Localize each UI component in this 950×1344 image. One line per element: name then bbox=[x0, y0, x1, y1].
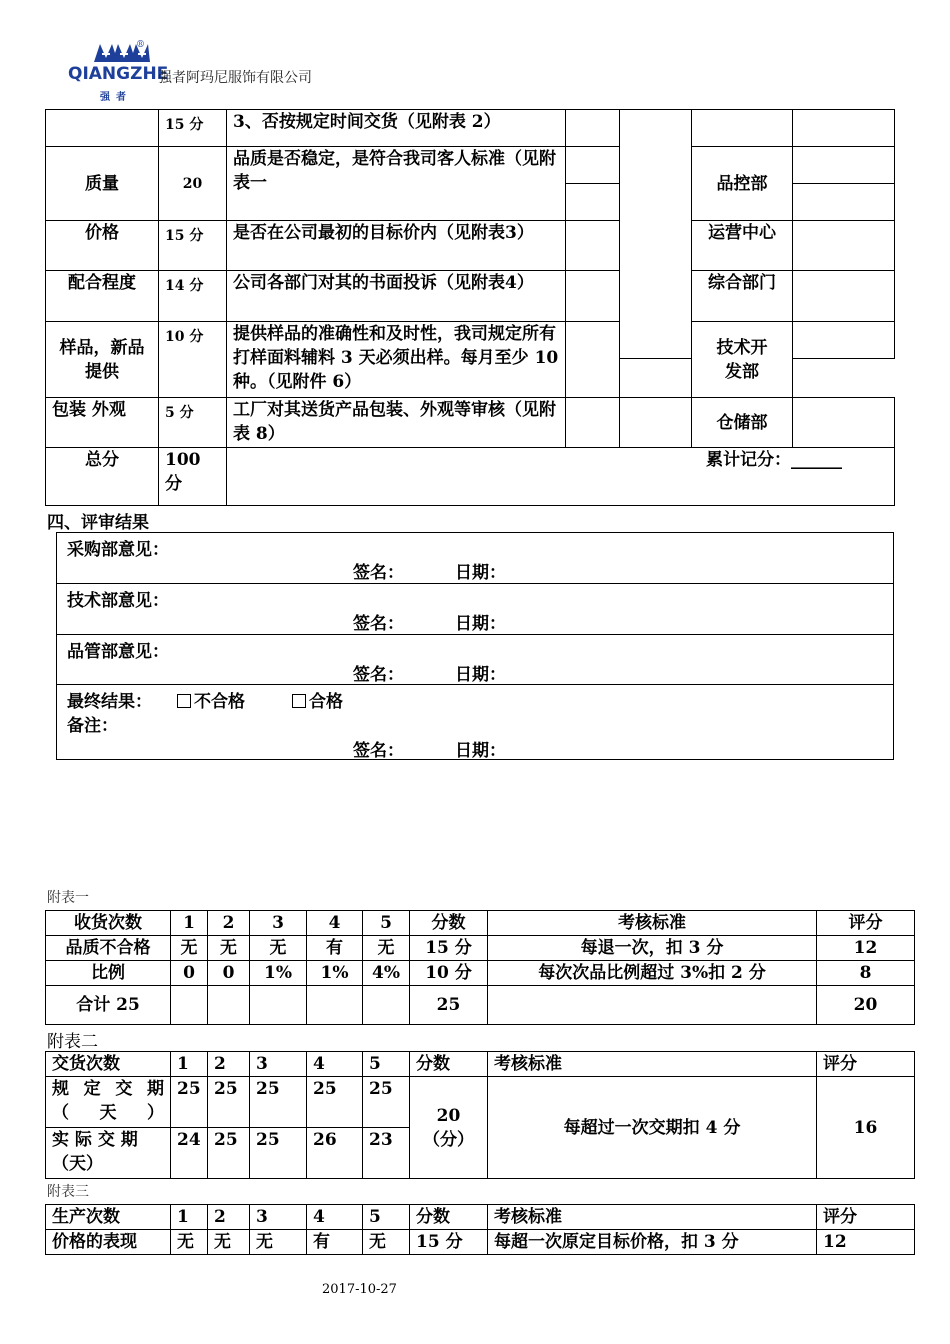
qc-opinion-row bbox=[57, 635, 893, 685]
logo-wordmark: QIANGZHE bbox=[68, 64, 169, 84]
cumulative-score-label: 累计记分：______ bbox=[706, 450, 842, 470]
appx1-cell: 1% bbox=[307, 961, 363, 986]
appx2-cell: 实 际 交 期（天） bbox=[46, 1128, 171, 1179]
appx3-cell: 无 bbox=[208, 1230, 250, 1255]
purchase-date-label[interactable]: 日期： bbox=[455, 563, 506, 583]
appx1-cell: 无 bbox=[363, 936, 410, 961]
appx1-cell bbox=[250, 986, 307, 1025]
rating-dept: 综合部门 bbox=[692, 271, 793, 322]
fail-option-label: 不合格 bbox=[194, 692, 245, 712]
fail-option[interactable] bbox=[177, 687, 245, 712]
tech-date-label[interactable]: 日期： bbox=[455, 614, 506, 634]
appx1-header: 评分 bbox=[817, 911, 915, 936]
review-section-title: 四、评审结果 bbox=[47, 513, 149, 533]
appx2-cell: 25 bbox=[307, 1077, 363, 1128]
appx2-cell: 24 bbox=[171, 1128, 208, 1179]
appx3-header: 4 bbox=[307, 1205, 363, 1230]
appx1-cell: 每退一次，扣 3 分 bbox=[488, 936, 817, 961]
appx1-cell: 品质不合格 bbox=[46, 936, 171, 961]
rating-item: 配合程度 bbox=[46, 271, 159, 322]
rating-criteria: 是否在公司最初的目标价内（见附表3） bbox=[227, 221, 566, 271]
appx1-header: 5 bbox=[363, 911, 410, 936]
appx2-header: 考核标准 bbox=[488, 1052, 817, 1077]
rating-dept: 仓储部 bbox=[692, 398, 793, 448]
appx1-cell: 8 bbox=[817, 961, 915, 986]
appx1-cell: 10 分 bbox=[410, 961, 488, 986]
rating-item: 包装 外观 bbox=[46, 398, 159, 448]
rating-item: 价格 bbox=[46, 221, 159, 271]
appx2-header: 分数 bbox=[410, 1052, 488, 1077]
rating-row bbox=[46, 147, 895, 184]
rating-criteria: 工厂对其送货产品包装、外观等审核（见附表 8） bbox=[227, 398, 566, 448]
appx2-cell: 25 bbox=[208, 1128, 250, 1179]
rating-row bbox=[46, 110, 895, 147]
appx2-cell: 25 bbox=[208, 1077, 250, 1128]
appx1-cell: 20 bbox=[817, 986, 915, 1025]
final-sign-label[interactable]: 签名： bbox=[353, 741, 404, 761]
appx2-header: 1 bbox=[171, 1052, 208, 1077]
appx1-header: 3 bbox=[250, 911, 307, 936]
appx1-cell: 1% bbox=[250, 961, 307, 986]
tech-opinion-row bbox=[57, 584, 893, 635]
appx2-header: 3 bbox=[250, 1052, 307, 1077]
appx1-cell bbox=[171, 986, 208, 1025]
appx1-cell: 合计 25 bbox=[46, 986, 171, 1025]
appx2-header: 交货次数 bbox=[46, 1052, 171, 1077]
appx1-header: 4 bbox=[307, 911, 363, 936]
appendix3-table bbox=[45, 1204, 915, 1255]
appendix1-header-row bbox=[46, 911, 915, 936]
appx2-cell: 23 bbox=[363, 1128, 410, 1179]
rating-row bbox=[46, 398, 895, 448]
appx2-header: 评分 bbox=[817, 1052, 915, 1077]
appx1-header: 分数 bbox=[410, 911, 488, 936]
appx3-cell: 无 bbox=[171, 1230, 208, 1255]
table-row bbox=[46, 986, 915, 1025]
pass-checkbox[interactable] bbox=[292, 694, 306, 708]
total-label: 总分 bbox=[46, 448, 159, 506]
appx2-header: 5 bbox=[363, 1052, 410, 1077]
appx1-cell: 0 bbox=[208, 961, 250, 986]
appendix1-table bbox=[45, 910, 915, 1025]
appx3-cell: 有 bbox=[307, 1230, 363, 1255]
rating-table bbox=[45, 109, 895, 506]
appx3-header: 评分 bbox=[817, 1205, 915, 1230]
appx2-score: 20（分） bbox=[410, 1077, 488, 1179]
rating-dept: 品控部 bbox=[692, 147, 793, 221]
qc-sign-label[interactable]: 签名： bbox=[353, 665, 404, 685]
rating-item: 样品，新品提供 bbox=[46, 322, 159, 398]
footer-date: 2017-10-27 bbox=[322, 1282, 397, 1297]
appx3-header: 1 bbox=[171, 1205, 208, 1230]
appx1-cell bbox=[307, 986, 363, 1025]
final-result-label: 最终结果： bbox=[67, 692, 152, 712]
appx1-header: 1 bbox=[171, 911, 208, 936]
appx3-header: 2 bbox=[208, 1205, 250, 1230]
appx2-cell: 25 bbox=[250, 1077, 307, 1128]
appx3-header: 生产次数 bbox=[46, 1205, 171, 1230]
rating-criteria: 公司各部门对其的书面投诉（见附表4） bbox=[227, 271, 566, 322]
appx1-cell: 比例 bbox=[46, 961, 171, 986]
appx1-cell: 有 bbox=[307, 936, 363, 961]
appx3-cell: 价格的表现 bbox=[46, 1230, 171, 1255]
appx3-header: 3 bbox=[250, 1205, 307, 1230]
appx3-cell: 每超一次原定目标价格，扣 3 分 bbox=[488, 1230, 817, 1255]
appendix2-header-row bbox=[46, 1052, 915, 1077]
rating-criteria: 3、否按规定时间交货（见附表 2） bbox=[227, 110, 566, 147]
pass-option[interactable] bbox=[292, 687, 343, 712]
appendix3-caption: 附表三 bbox=[47, 1184, 89, 1200]
rating-score: 15 分 bbox=[159, 110, 227, 147]
appx1-header: 考核标准 bbox=[488, 911, 817, 936]
appx2-cell: 规 定 交 期（天） bbox=[46, 1077, 171, 1128]
rating-score: 14 分 bbox=[159, 271, 227, 322]
qc-opinion-label: 品管部意见： bbox=[67, 642, 169, 662]
appx3-cell: 12 bbox=[817, 1230, 915, 1255]
rating-score: 20 bbox=[159, 147, 227, 221]
appx1-header: 收货次数 bbox=[46, 911, 171, 936]
appx1-cell: 12 bbox=[817, 936, 915, 961]
company-logo bbox=[68, 40, 168, 104]
rating-row bbox=[46, 322, 895, 359]
rating-row bbox=[46, 271, 895, 322]
purchase-sign-label[interactable]: 签名： bbox=[353, 563, 404, 583]
rating-dept: 技术开发部 bbox=[692, 322, 793, 398]
rating-blank-column bbox=[620, 110, 692, 359]
appx2-cell: 25 bbox=[363, 1077, 410, 1128]
appx2-cell: 25 bbox=[171, 1077, 208, 1128]
appx2-header: 4 bbox=[307, 1052, 363, 1077]
final-result-row bbox=[57, 685, 893, 761]
tech-opinion-label: 技术部意见： bbox=[67, 591, 169, 611]
company-name: 强者阿玛尼服饰有限公司 bbox=[158, 70, 312, 86]
rating-item bbox=[46, 110, 159, 147]
appx2-cell: 25 bbox=[250, 1128, 307, 1179]
rating-score: 15 分 bbox=[159, 221, 227, 271]
purchase-opinion-label: 采购部意见： bbox=[67, 540, 169, 560]
appx3-header: 分数 bbox=[410, 1205, 488, 1230]
total-score: 100 分 bbox=[159, 448, 227, 506]
appx3-cell: 无 bbox=[250, 1230, 307, 1255]
rating-total-row bbox=[46, 448, 895, 506]
appx1-cell bbox=[488, 986, 817, 1025]
appx1-cell bbox=[363, 986, 410, 1025]
appx1-cell: 无 bbox=[208, 936, 250, 961]
appx1-cell: 4% bbox=[363, 961, 410, 986]
rating-score: 10 分 bbox=[159, 322, 227, 398]
appx1-cell: 无 bbox=[250, 936, 307, 961]
logo-registered-mark: ® bbox=[136, 40, 145, 50]
appx3-header: 考核标准 bbox=[488, 1205, 817, 1230]
rating-score: 5 分 bbox=[159, 398, 227, 448]
appendix2-table bbox=[45, 1051, 915, 1179]
appx1-cell: 25 bbox=[410, 986, 488, 1025]
fail-checkbox[interactable] bbox=[177, 694, 191, 708]
rating-item: 质量 bbox=[46, 147, 159, 221]
appendix3-header-row bbox=[46, 1205, 915, 1230]
qc-date-label[interactable]: 日期： bbox=[455, 665, 506, 685]
table-row bbox=[46, 1077, 915, 1128]
appx2-cell: 26 bbox=[307, 1128, 363, 1179]
review-results-box bbox=[56, 532, 894, 760]
appx1-cell: 无 bbox=[171, 936, 208, 961]
appx1-cell: 0 bbox=[171, 961, 208, 986]
appx3-cell: 无 bbox=[363, 1230, 410, 1255]
appx2-rating: 16 bbox=[817, 1077, 915, 1179]
logo-subtitle: 强者 bbox=[100, 92, 132, 103]
appendix2-caption: 附表二 bbox=[47, 1032, 98, 1052]
table-row bbox=[46, 1230, 915, 1255]
table-row bbox=[46, 961, 915, 986]
appendix1-caption: 附表一 bbox=[47, 890, 89, 906]
rating-criteria: 提供样品的准确性和及时性，我司规定所有打样面料辅料 3 天必须出样。每月至少 10 种。（见附件 6） bbox=[227, 322, 566, 398]
rating-dept: 运营中心 bbox=[692, 221, 793, 271]
appx1-cell: 15 分 bbox=[410, 936, 488, 961]
table-row bbox=[46, 936, 915, 961]
appx1-header: 2 bbox=[208, 911, 250, 936]
pass-option-label: 合格 bbox=[309, 692, 343, 712]
purchase-opinion-row bbox=[57, 533, 893, 584]
appx3-cell: 15 分 bbox=[410, 1230, 488, 1255]
rating-row bbox=[46, 221, 895, 271]
remark-label: 备注： bbox=[67, 716, 118, 736]
appx3-header: 5 bbox=[363, 1205, 410, 1230]
rating-criteria: 品质是否稳定，是符合我司客人标准（见附表一 bbox=[227, 147, 566, 221]
tech-sign-label[interactable]: 签名： bbox=[353, 614, 404, 634]
appx1-cell bbox=[208, 986, 250, 1025]
appx2-criteria: 每超过一次交期扣 4 分 bbox=[488, 1077, 817, 1179]
appx1-cell: 每次次品比例超过 3%扣 2 分 bbox=[488, 961, 817, 986]
final-date-label[interactable]: 日期： bbox=[455, 741, 506, 761]
appx2-header: 2 bbox=[208, 1052, 250, 1077]
